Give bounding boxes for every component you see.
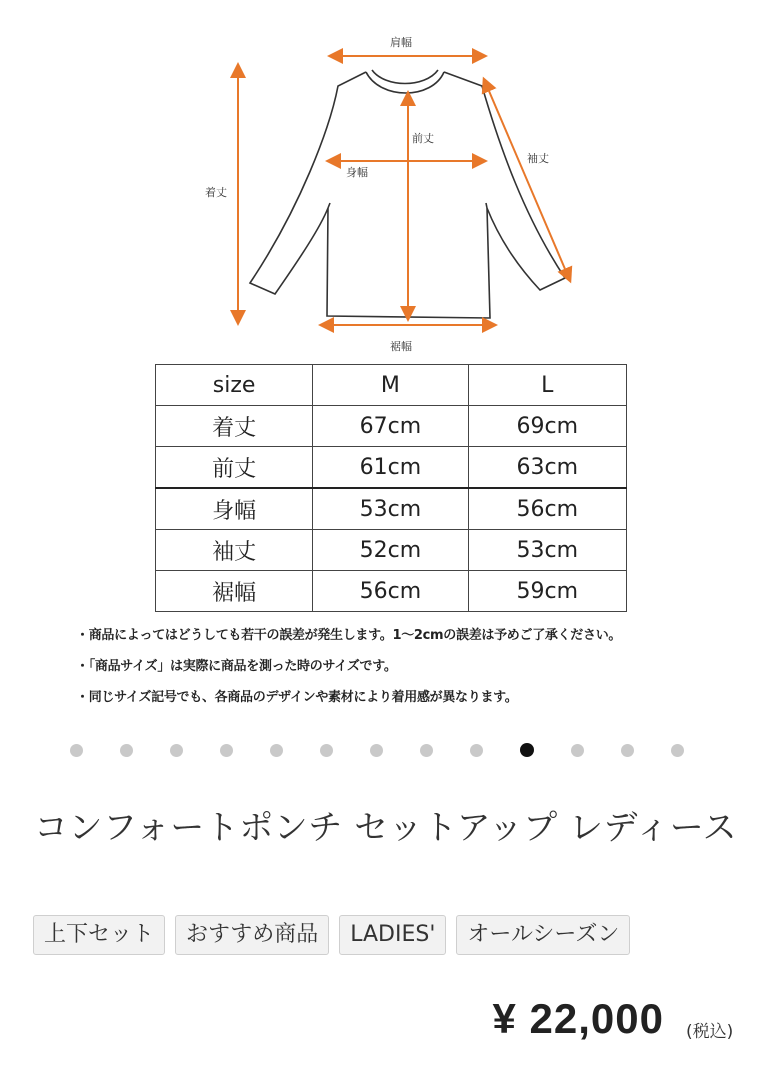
carousel-dot[interactable] (621, 744, 634, 757)
tag-link[interactable]: LADIES' (339, 915, 446, 955)
table-cell: 69cm (468, 406, 626, 447)
table-cell: 袖丈 (156, 530, 313, 571)
tag-link[interactable]: オールシーズン (456, 915, 630, 955)
table-row (156, 447, 627, 489)
size-notes (76, 624, 756, 717)
note-text: ・同じサイズ記号でも、各商品のデザインや素材により着用感が異なります。 (76, 690, 518, 705)
table-cell: 67cm (313, 406, 468, 447)
carousel-dot[interactable] (220, 744, 233, 757)
shirt-diagram-svg (180, 28, 600, 363)
table-cell: 56cm (313, 571, 468, 612)
product-price: ¥ 22,000 (492, 995, 664, 1042)
table-row (156, 571, 627, 612)
product-title: コンフォートポンチ セットアップ レディース (34, 808, 738, 848)
header-cell: L (468, 365, 626, 406)
table-cell: 56cm (468, 488, 626, 530)
table-row (156, 406, 627, 447)
table-header-row (156, 365, 627, 406)
table-row (156, 488, 627, 530)
tax-note: (税込) (686, 1022, 734, 1042)
carousel-dot[interactable] (470, 744, 483, 757)
size-diagram (180, 28, 600, 363)
table-cell: 身幅 (156, 488, 313, 530)
carousel-dot[interactable] (420, 744, 433, 757)
label-total-length: 着丈 (205, 186, 227, 199)
table-cell: 着丈 (156, 406, 313, 447)
label-body-width: 身幅 (346, 166, 368, 179)
header-cell: size (156, 365, 313, 406)
table-cell: 61cm (313, 447, 468, 489)
label-front-length: 前丈 (412, 132, 434, 145)
note-text: ・「商品サイズ」は実際に商品を測った時のサイズです。 (76, 659, 397, 674)
table-row (156, 530, 627, 571)
table-cell: 53cm (468, 530, 626, 571)
carousel-pagination (70, 742, 700, 758)
carousel-dot[interactable] (671, 744, 684, 757)
label-hem-width: 裾幅 (390, 340, 412, 353)
carousel-dot[interactable] (320, 744, 333, 757)
carousel-dot-active[interactable] (520, 743, 534, 757)
header-cell: M (313, 365, 468, 406)
table-cell: 裾幅 (156, 571, 313, 612)
table-cell: 52cm (313, 530, 468, 571)
note-text: ・商品によってはどうしても若干の誤差が発生します。1〜2cmの誤差は予めご了承ください。 (76, 628, 622, 643)
product-tags (33, 915, 640, 955)
tag-link[interactable]: おすすめ商品 (175, 915, 329, 955)
table-cell: 前丈 (156, 447, 313, 489)
label-shoulder-width: 肩幅 (390, 36, 412, 49)
table-cell: 63cm (468, 447, 626, 489)
tag-link[interactable]: 上下セット (33, 915, 165, 955)
label-sleeve-length: 袖丈 (527, 152, 549, 165)
size-table (155, 364, 627, 612)
carousel-dot[interactable] (571, 744, 584, 757)
carousel-dot[interactable] (120, 744, 133, 757)
carousel-dot[interactable] (270, 744, 283, 757)
carousel-dot[interactable] (370, 744, 383, 757)
carousel-dot[interactable] (70, 744, 83, 757)
table-cell: 59cm (468, 571, 626, 612)
carousel-dot[interactable] (170, 744, 183, 757)
table-cell: 53cm (313, 488, 468, 530)
